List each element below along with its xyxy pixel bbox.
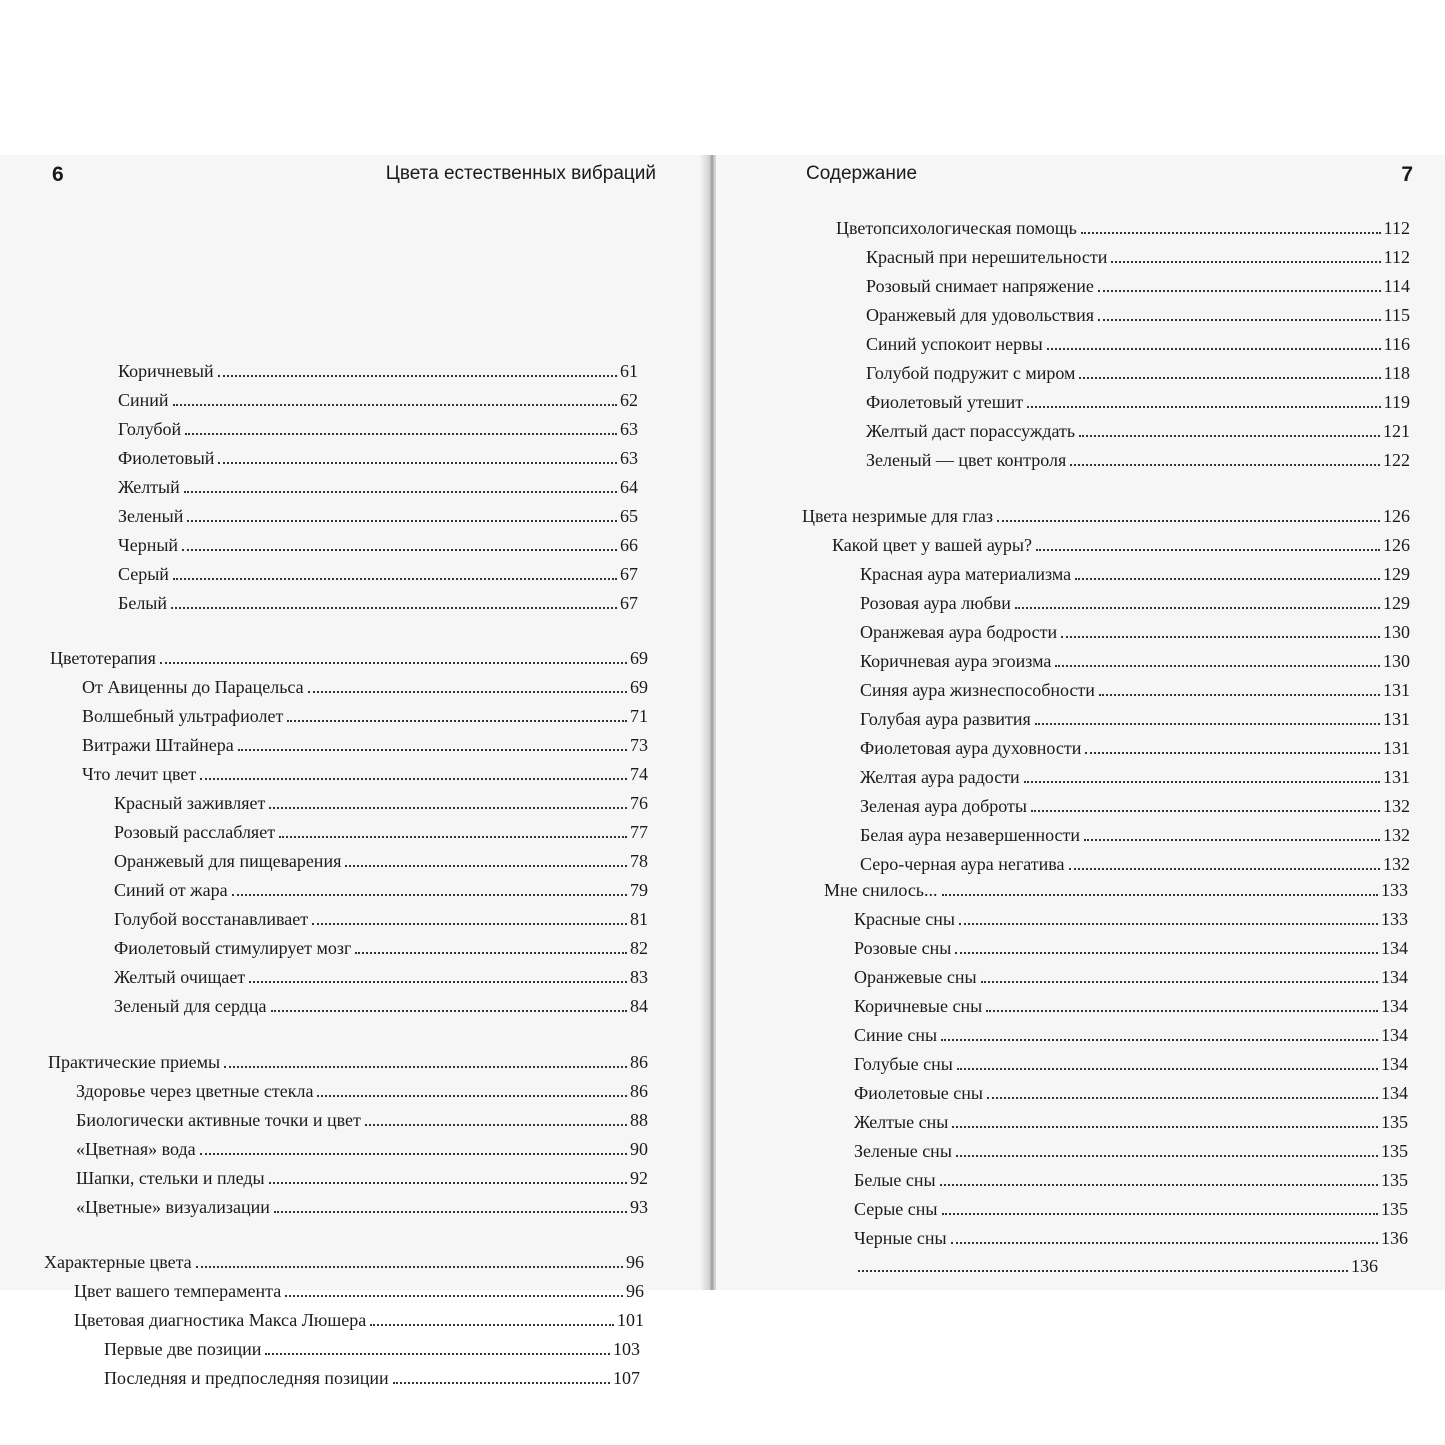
toc-entry [74, 1309, 644, 1331]
toc-dot-leader [200, 778, 627, 780]
toc-entry [118, 505, 638, 527]
toc-entry [114, 937, 648, 959]
toc-entry [104, 1367, 640, 1389]
toc-entry-title: Серый [118, 564, 169, 584]
toc-entry-title: Желтый очищает [114, 967, 246, 987]
toc-dot-leader [981, 981, 1378, 983]
toc-entry-page: 96 [626, 1281, 644, 1301]
toc-dot-leader [1069, 868, 1381, 870]
toc-dot-leader [1031, 810, 1380, 812]
toc-entry-title: Коричневая аура эгоизма [860, 651, 1052, 671]
toc-entry [860, 650, 1410, 672]
toc-dot-leader [986, 1010, 1378, 1012]
toc-entry [76, 1167, 648, 1189]
toc-dot-leader [287, 720, 627, 722]
toc-entry-page: 86 [630, 1052, 648, 1072]
toc-entry-page: 131 [1383, 709, 1410, 729]
toc-entry [114, 821, 648, 843]
toc-entry [854, 1198, 1408, 1220]
toc-entry-page: 131 [1383, 767, 1410, 787]
toc-entry [118, 534, 638, 556]
toc-dot-leader [218, 375, 617, 377]
toc-entry-page: 67 [620, 593, 638, 613]
toc-entry-title: Фиолетовый стимулирует мозг [114, 938, 352, 958]
toc-entry-title: Синие сны [854, 1025, 938, 1045]
toc-dot-leader [274, 1211, 627, 1213]
toc-entry-title: Красная аура материализма [860, 564, 1072, 584]
toc-entry-title: Желтый даст порассуждать [866, 421, 1076, 441]
toc-dot-leader [271, 1010, 628, 1012]
toc-entry [118, 592, 638, 614]
toc-entry [74, 1280, 644, 1302]
toc-entry-page: 132 [1383, 825, 1410, 845]
toc-entry-title: Оранжевый для пищеварения [114, 851, 342, 871]
toc-dot-leader [238, 749, 627, 751]
toc-entry-title: Зеленый [118, 506, 184, 526]
toc-entry [854, 1111, 1408, 1133]
toc-entry [118, 418, 638, 440]
toc-entry-title: Фиолетовый [118, 448, 215, 468]
toc-dot-leader [196, 1266, 623, 1268]
toc-entry [114, 792, 648, 814]
toc-entry-title: Практические приемы [48, 1052, 221, 1072]
toc-entry-title: Витражи Штайнера [82, 735, 234, 755]
toc-entry-title: Фиолетовая аура духовности [860, 738, 1082, 758]
toc-dot-leader [1015, 607, 1380, 609]
toc-entry-title: Красный заживляет [114, 793, 266, 813]
toc-entry [76, 1196, 648, 1218]
toc-dot-leader [942, 1213, 1378, 1215]
toc-entry-title: Здоровье через цветные стекла [76, 1081, 314, 1101]
toc-entry-title: Розовая аура любви [860, 593, 1011, 613]
toc-entry [854, 1140, 1408, 1162]
toc-entry-title: Красные сны [854, 909, 955, 929]
left-page-number: 6 [52, 163, 64, 186]
toc-entry [860, 853, 1410, 875]
toc-entry-title: Синий от жара [114, 880, 228, 900]
toc-entry [860, 737, 1410, 759]
toc-entry [118, 563, 638, 585]
toc-entry-title: Голубой восстанавливает [114, 909, 309, 929]
toc-entry-title: Что лечит цвет [82, 764, 197, 784]
toc-entry-page: 83 [630, 967, 648, 987]
toc-entry-title: Серо-черная аура негатива [860, 854, 1065, 874]
toc-dot-leader [393, 1382, 610, 1384]
toc-entry-title: Зеленые сны [854, 1141, 952, 1161]
toc-entry-page: 134 [1381, 967, 1408, 987]
toc-entry-page: 61 [620, 361, 638, 381]
toc-dot-leader [951, 1242, 1378, 1244]
toc-dot-leader [269, 807, 627, 809]
toc-entry-page: 63 [620, 419, 638, 439]
toc-entry [76, 1138, 648, 1160]
toc-entry-title: Голубой [118, 419, 182, 439]
toc-entry [854, 1053, 1408, 1075]
toc-entry-page: 79 [630, 880, 648, 900]
toc-dot-leader [171, 607, 617, 609]
toc-entry [76, 1109, 648, 1131]
toc-entry-page: 126 [1383, 506, 1410, 526]
toc-dot-leader [858, 1270, 1348, 1272]
toc-dot-leader [308, 691, 627, 693]
toc-entry-page: 129 [1383, 564, 1410, 584]
toc-dot-leader [1055, 665, 1380, 667]
toc-entry [44, 1251, 644, 1273]
toc-entry [866, 449, 1410, 471]
toc-entry [854, 1255, 1378, 1277]
toc-dot-leader [312, 923, 627, 925]
toc-entry-title: Биологически активные точки и цвет [76, 1110, 361, 1130]
toc-dot-leader [997, 520, 1380, 522]
toc-dot-leader [959, 923, 1378, 925]
toc-entry-page: 135 [1381, 1141, 1408, 1161]
toc-entry [82, 676, 648, 698]
toc-entry-page: 103 [613, 1339, 640, 1359]
toc-entry [114, 966, 648, 988]
left-page [0, 155, 708, 1388]
toc-entry-title: Черные сны [854, 1228, 947, 1248]
toc-entry-page: 69 [630, 677, 648, 697]
toc-entry-page: 64 [620, 477, 638, 497]
toc-dot-leader [232, 894, 627, 896]
toc-dot-leader [987, 1097, 1378, 1099]
toc-entry-page: 126 [1383, 535, 1410, 555]
toc-dot-leader [182, 549, 617, 551]
toc-entry-title: Желтая аура радости [860, 767, 1020, 787]
toc-entry-page: 135 [1381, 1199, 1408, 1219]
toc-entry-page: 135 [1381, 1170, 1408, 1190]
toc-entry-page: 86 [630, 1081, 648, 1101]
toc-entry-page: 69 [630, 648, 648, 668]
toc-entry-page: 78 [630, 851, 648, 871]
toc-dot-leader [1081, 232, 1381, 234]
toc-entry-page: 134 [1381, 996, 1408, 1016]
toc-entry [854, 1227, 1408, 1249]
toc-entry-title: Цветопсихологическая помощь [836, 218, 1077, 238]
toc-entry [860, 592, 1410, 614]
toc-entry-title: Синий успокоит нервы [866, 334, 1043, 354]
toc-entry-title: Последняя и предпоследняя позиции [104, 1368, 389, 1388]
toc-entry [866, 420, 1410, 442]
toc-entry-title: Первые две позиции [104, 1339, 262, 1359]
toc-entry [82, 763, 648, 785]
toc-entry [118, 389, 638, 411]
toc-entry-title: Голубые сны [854, 1054, 953, 1074]
toc-entry-page: 88 [630, 1110, 648, 1130]
toc-entry-page: 62 [620, 390, 638, 410]
toc-entry [860, 679, 1410, 701]
toc-entry-page: 133 [1381, 880, 1408, 900]
toc-entry [118, 476, 638, 498]
toc-dot-leader [1047, 348, 1381, 350]
toc-entry-page: 119 [1383, 392, 1410, 412]
toc-dot-leader [941, 1039, 1378, 1041]
toc-entry [860, 766, 1410, 788]
toc-entry [860, 795, 1410, 817]
toc-dot-leader [279, 836, 627, 838]
toc-dot-leader [218, 462, 617, 464]
toc-dot-leader [355, 952, 627, 954]
toc-entry-title: Белый [118, 593, 168, 613]
toc-dot-leader [269, 1182, 627, 1184]
toc-entry [104, 1338, 640, 1360]
toc-dot-leader [952, 1126, 1378, 1128]
toc-entry-page: 118 [1383, 363, 1410, 383]
toc-dot-leader [1085, 752, 1380, 754]
toc-dot-leader [1036, 549, 1380, 551]
toc-entry-title: От Авиценны до Парацельса [82, 677, 304, 697]
toc-dot-leader [1079, 377, 1380, 379]
toc-entry [114, 879, 648, 901]
toc-entry-page: 132 [1383, 796, 1410, 816]
toc-dot-leader [1099, 694, 1380, 696]
toc-dot-leader [317, 1095, 627, 1097]
toc-dot-leader [365, 1124, 627, 1126]
toc-dot-leader [1098, 319, 1381, 321]
toc-dot-leader [184, 491, 617, 493]
toc-entry [866, 391, 1410, 413]
toc-entry [854, 1082, 1408, 1104]
toc-entry-title: «Цветная» вода [76, 1139, 196, 1159]
toc-entry-title: Розовый расслабляет [114, 822, 276, 842]
toc-entry-title: Синяя аура жизнеспособности [860, 680, 1095, 700]
toc-entry-page: 73 [630, 735, 648, 755]
toc-entry-title: Фиолетовый утешит [866, 392, 1024, 412]
toc-entry-page: 133 [1381, 909, 1408, 929]
toc-entry-page: 134 [1381, 1083, 1408, 1103]
toc-entry-title: Зеленая аура доброты [860, 796, 1027, 816]
left-running-title: Цвета естественных вибраций [385, 163, 656, 184]
toc-entry-page: 77 [630, 822, 648, 842]
toc-entry-page: 65 [620, 506, 638, 526]
toc-dot-leader [370, 1324, 614, 1326]
toc-entry-page: 132 [1383, 854, 1410, 874]
toc-dot-leader [1084, 839, 1380, 841]
toc-dot-leader [1079, 435, 1380, 437]
toc-entry-title: Оранжевая аура бодрости [860, 622, 1058, 642]
toc-entry-title: Волшебный ультрафиолет [82, 706, 284, 726]
toc-entry [76, 1080, 648, 1102]
toc-entry-title: Красный при нерешительности [866, 247, 1108, 267]
toc-dot-leader [1098, 290, 1381, 292]
toc-entry-page: 92 [630, 1168, 648, 1188]
toc-entry [48, 1051, 648, 1073]
toc-entry-title: Белая аура незавершенности [860, 825, 1081, 845]
toc-entry-title: Синий [118, 390, 169, 410]
toc-entry [82, 734, 648, 756]
toc-entry-page: 136 [1381, 1228, 1408, 1248]
toc-entry-page: 115 [1383, 305, 1410, 325]
toc-entry-title: Желтые сны [854, 1112, 949, 1132]
toc-dot-leader [285, 1295, 623, 1297]
toc-dot-leader [956, 1155, 1378, 1157]
toc-dot-leader [224, 1066, 627, 1068]
toc-entry [866, 362, 1410, 384]
toc-entry-page: 130 [1383, 651, 1410, 671]
toc-entry-page: 93 [630, 1197, 648, 1217]
toc-dot-leader [942, 894, 1378, 896]
toc-entry [854, 966, 1408, 988]
toc-dot-leader [955, 952, 1378, 954]
toc-entry-title: «Цветные» визуализации [76, 1197, 270, 1217]
toc-entry-page: 116 [1383, 334, 1410, 354]
toc-entry-page: 107 [613, 1368, 640, 1388]
toc-entry [824, 879, 1408, 901]
toc-entry-title: Коричневый [118, 361, 214, 381]
toc-entry [832, 534, 1410, 556]
toc-entry-title: Оранжевые сны [854, 967, 977, 987]
toc-entry-title: Белые сны [854, 1170, 936, 1190]
toc-dot-leader [940, 1184, 1378, 1186]
toc-entry-title: Цветотерапия [50, 648, 156, 668]
toc-entry-page: 90 [630, 1139, 648, 1159]
right-page-number: 7 [1401, 163, 1413, 186]
toc-entry-page: 114 [1383, 276, 1410, 296]
toc-entry [802, 505, 1410, 527]
toc-entry [860, 708, 1410, 730]
toc-entry-page: 66 [620, 535, 638, 555]
toc-entry-page: 74 [630, 764, 648, 784]
toc-entry-title: Фиолетовые сны [854, 1083, 984, 1103]
toc-dot-leader [249, 981, 627, 983]
toc-entry-title: Цвет вашего темперамента [74, 1281, 282, 1301]
toc-entry [854, 908, 1408, 930]
toc-entry-page: 135 [1381, 1112, 1408, 1132]
toc-dot-leader [200, 1153, 627, 1155]
toc-entry-page: 76 [630, 793, 648, 813]
toc-entry-title: Какой цвет у вашей ауры? [832, 535, 1032, 555]
toc-dot-leader [185, 433, 617, 435]
toc-entry-page: 71 [630, 706, 648, 726]
toc-entry-page: 84 [630, 996, 648, 1016]
toc-entry [854, 937, 1408, 959]
toc-entry-title: Голубой подружит с миром [866, 363, 1076, 383]
toc-entry-page: 101 [617, 1310, 644, 1330]
toc-entry-page: 63 [620, 448, 638, 468]
toc-dot-leader [1111, 261, 1380, 263]
toc-dot-leader [1061, 636, 1380, 638]
toc-dot-leader [1075, 578, 1380, 580]
toc-entry-title: Мне снилось... [824, 880, 938, 900]
toc-entry-title: Серые сны [854, 1199, 938, 1219]
toc-entry [854, 1169, 1408, 1191]
toc-dot-leader [1024, 781, 1380, 783]
right-page [716, 155, 1445, 1290]
toc-entry [836, 217, 1410, 239]
toc-entry-page: 122 [1383, 450, 1410, 470]
toc-entry [114, 995, 648, 1017]
toc-entry-title: Желтый [118, 477, 180, 497]
toc-entry-title: Цветовая диагностика Макса Люшера [74, 1310, 367, 1330]
toc-entry-page: 112 [1383, 247, 1410, 267]
toc-entry [866, 275, 1410, 297]
toc-entry-page: 96 [626, 1252, 644, 1272]
toc-entry-page: 134 [1381, 938, 1408, 958]
toc-entry-page: 129 [1383, 593, 1410, 613]
toc-entry-page: 82 [630, 938, 648, 958]
toc-entry-page: 131 [1383, 738, 1410, 758]
toc-dot-leader [187, 520, 617, 522]
toc-entry-title: Розовые сны [854, 938, 952, 958]
toc-entry [114, 908, 648, 930]
toc-dot-leader [957, 1068, 1378, 1070]
toc-entry-page: 67 [620, 564, 638, 584]
toc-dot-leader [173, 578, 617, 580]
toc-entry-page: 130 [1383, 622, 1410, 642]
toc-dot-leader [345, 865, 627, 867]
toc-entry [860, 621, 1410, 643]
toc-entry-page: 81 [630, 909, 648, 929]
toc-dot-leader [1027, 406, 1380, 408]
right-running-title: Содержание [806, 163, 918, 184]
toc-entry [866, 333, 1410, 355]
toc-entry [114, 850, 648, 872]
toc-entry-page: 136 [1351, 1256, 1378, 1276]
toc-entry-title: Характерные цвета [44, 1252, 192, 1272]
toc-entry-title: Зеленый — цвет контроля [866, 450, 1067, 470]
toc-entry-title: Оранжевый для удовольствия [866, 305, 1095, 325]
toc-entry-title: Коричневые сны [854, 996, 983, 1016]
toc-entry [118, 447, 638, 469]
toc-entry [854, 1024, 1408, 1046]
toc-entry-title: Шапки, стельки и пледы [76, 1168, 265, 1188]
toc-entry [118, 360, 638, 382]
toc-entry-page: 134 [1381, 1025, 1408, 1045]
toc-entry-page: 112 [1383, 218, 1410, 238]
toc-entry [854, 995, 1408, 1017]
toc-entry-title: Голубая аура развития [860, 709, 1031, 729]
toc-dot-leader [1035, 723, 1380, 725]
toc-dot-leader [173, 404, 617, 406]
toc-entry [50, 647, 648, 669]
toc-entry-title: Черный [118, 535, 179, 555]
toc-dot-leader [1070, 464, 1380, 466]
toc-dot-leader [160, 662, 627, 664]
toc-entry-title: Цвета незримые для глаз [802, 506, 993, 526]
toc-entry [866, 246, 1410, 268]
toc-entry [860, 824, 1410, 846]
toc-entry [860, 563, 1410, 585]
toc-entry-page: 121 [1383, 421, 1410, 441]
toc-dot-leader [265, 1353, 610, 1355]
toc-entry-page: 131 [1383, 680, 1410, 700]
toc-entry-title: Зеленый для сердца [114, 996, 267, 1016]
toc-entry [82, 705, 648, 727]
toc-entry [866, 304, 1410, 326]
toc-entry-page: 134 [1381, 1054, 1408, 1074]
toc-entry-title: Розовый снимает напряжение [866, 276, 1094, 296]
